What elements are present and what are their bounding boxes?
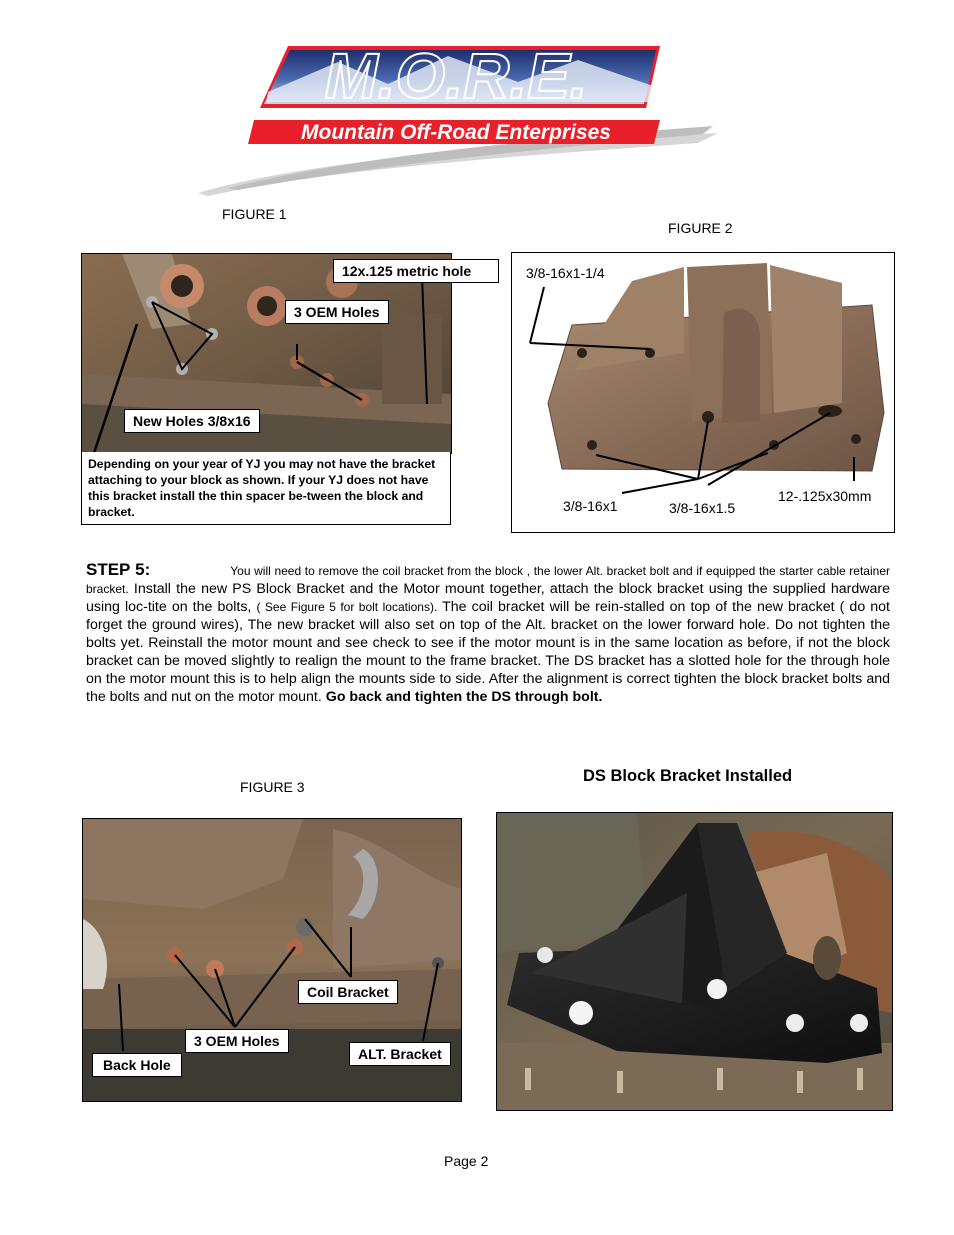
step5-heading: STEP 5: [86, 560, 151, 579]
logo-sub-text: Mountain Off-Road Enterprises [301, 121, 611, 144]
label-coil-bracket: Coil Bracket [298, 980, 398, 1004]
logo [198, 38, 728, 198]
label-bolt-c: 12-.125x30mm [778, 488, 872, 504]
label-metric-hole: 12x.125 metric hole [333, 259, 499, 283]
label-bolt-b: 3/8-16x1.5 [669, 500, 736, 516]
figure4-title: DS Block Bracket Installed [583, 767, 793, 785]
label-back-hole: Back Hole [92, 1053, 182, 1077]
label-oem-holes-fig1: 3 OEM Holes [285, 300, 389, 324]
page-number: Page 2 [444, 1153, 489, 1169]
logo-main-text: M.O.R.E. [324, 40, 588, 112]
label-new-holes: New Holes 3/8x16 [124, 409, 260, 433]
figure4-photo [496, 812, 893, 1111]
figure1-note-text: Depending on your year of YJ you may not have the bracket attaching to your block as shown. If your YJ does not have this bracket install the thin spacer be-tween the block and bracket. [88, 457, 436, 519]
label-bolt-a: 3/8-16x1 [563, 498, 618, 514]
figure1-note [81, 452, 451, 525]
label-oem-holes-fig3: 3 OEM Holes [185, 1029, 289, 1053]
label-bolt-top: 3/8-16x1-1/4 [526, 265, 605, 281]
step5-paren: ( See Figure 5 for bolt locations). [256, 600, 438, 614]
step5-intro: You will need to remove the coil bracket from the block , the lower Alt. bracket bolt and if equipped the starter cable retainer bracket. [86, 564, 890, 596]
step5-paragraph [86, 561, 890, 706]
figure1-caption: FIGURE 1 [222, 206, 287, 222]
step5-body: Install the new PS Block Bracket and the Motor mount together, attach the block bracket using the supplied hardware using loc-tite on the bolts, [86, 581, 890, 615]
figure3-caption: FIGURE 3 [240, 779, 305, 795]
step5-body2: The coil bracket will be rein-stalled on top of the new bracket ( do not forget the ground wires), The new bracket will also set on top of the Alt. bracket on the lower forward hole. Do not tighten the bolts yet. Reinstall the motor mount and see check to see if the motor mount is in the same location as before, if not the block bracket can be moved slightly to realign the mount to the frame bracket. The DS bracket has a slotted hole for the through hole on the motor mount this is to help align the mounts side to side. After the alignment is correct tighten the block bracket bolts and the bolts and nut on the motor mount. [86, 599, 890, 705]
label-alt-bracket: ALT. Bracket [349, 1042, 451, 1066]
step5-bold-end: Go back and tighten the DS through bolt. [325, 689, 603, 705]
figure2-caption: FIGURE 2 [668, 220, 733, 236]
